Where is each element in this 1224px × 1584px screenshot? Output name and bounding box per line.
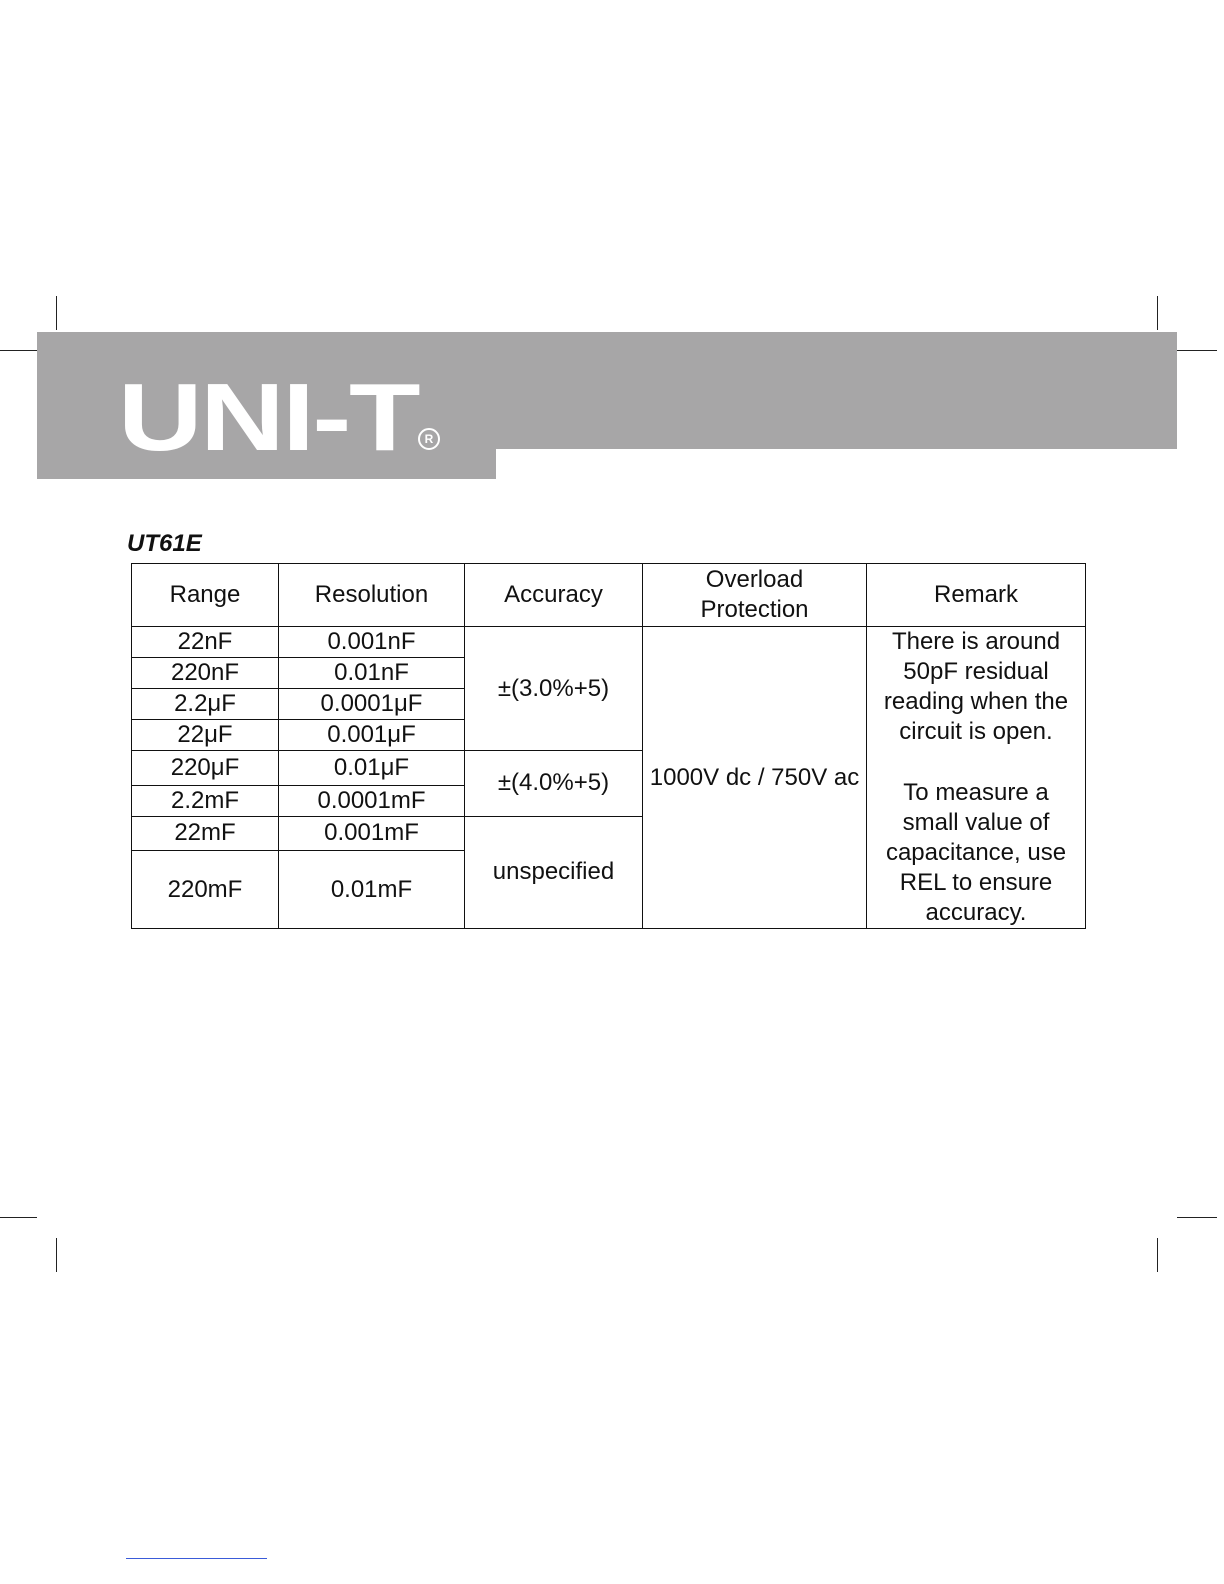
range-cell: 2.2μF	[132, 689, 279, 720]
crop-mark	[1157, 1238, 1158, 1272]
resolution-cell: 0.001μF	[279, 720, 465, 751]
footer-link-underline	[126, 1558, 267, 1559]
range-cell: 220μF	[132, 751, 279, 786]
table-row	[132, 627, 1086, 658]
resolution-cell: 0.01mF	[279, 851, 465, 929]
table-header-row	[132, 564, 1086, 627]
resolution-cell: 0.0001μF	[279, 689, 465, 720]
resolution-cell: 0.01μF	[279, 751, 465, 786]
resolution-cell: 0.0001mF	[279, 785, 465, 816]
range-cell: 22μF	[132, 720, 279, 751]
brand-logo	[118, 364, 434, 471]
header-resolution: Resolution	[279, 564, 465, 627]
crop-mark	[0, 350, 37, 351]
remark-text-2: To measure a small value of capacitance, use REL to ensure accuracy.	[885, 779, 1067, 926]
crop-mark	[1177, 350, 1217, 351]
model-title: UT61E	[127, 530, 202, 557]
accuracy-cell: ±(3.0%+5)	[465, 627, 643, 751]
accuracy-cell: unspecified	[465, 816, 643, 929]
range-cell: 220nF	[132, 658, 279, 689]
brand-logo-text: UNI-T	[118, 364, 419, 471]
crop-mark	[56, 1238, 57, 1272]
capacitance-spec-table	[131, 563, 1086, 929]
resolution-cell: 0.001nF	[279, 627, 465, 658]
crop-mark	[1177, 1217, 1217, 1218]
range-cell: 220mF	[132, 851, 279, 929]
registered-mark: R	[418, 428, 440, 450]
header-range: Range	[132, 564, 279, 627]
remark-text-1: There is around 50pF residual reading when the circuit is open.	[883, 628, 1069, 745]
accuracy-cell: ±(4.0%+5)	[465, 751, 643, 817]
resolution-cell: 0.01nF	[279, 658, 465, 689]
range-cell: 22mF	[132, 816, 279, 851]
header-overload-protection: Overload Protection	[643, 564, 867, 627]
range-cell: 2.2mF	[132, 785, 279, 816]
resolution-cell: 0.001mF	[279, 816, 465, 851]
crop-mark	[0, 1217, 37, 1218]
overload-protection-cell: 1000V dc / 750V ac	[643, 627, 867, 929]
header-remark: Remark	[867, 564, 1086, 627]
range-cell: 22nF	[132, 627, 279, 658]
header-accuracy: Accuracy	[465, 564, 643, 627]
remark-cell	[867, 627, 1086, 929]
crop-mark	[56, 296, 57, 330]
crop-mark	[1157, 296, 1158, 330]
